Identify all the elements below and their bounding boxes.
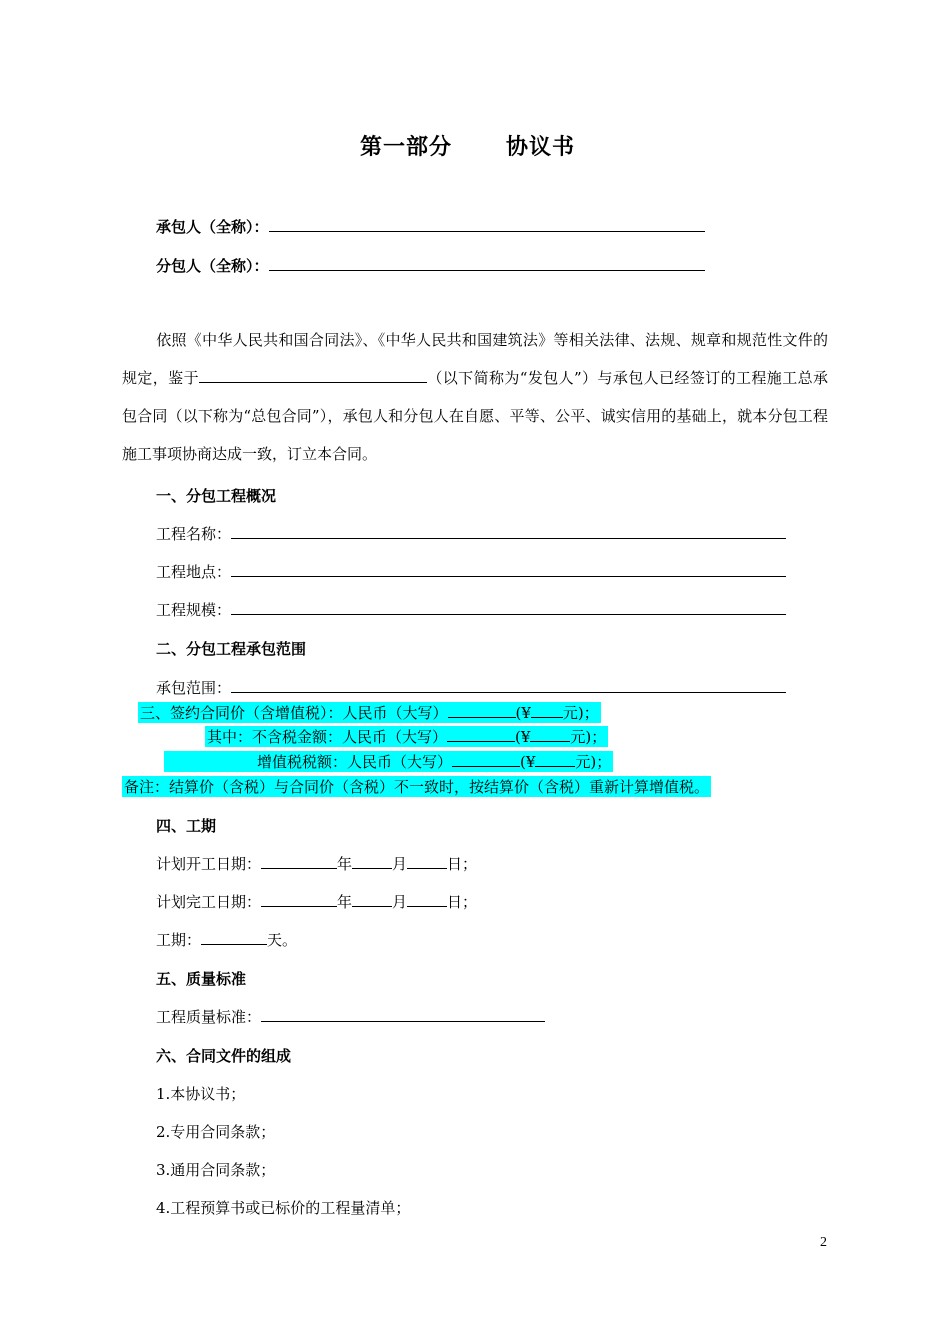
project-scale-line [156,599,786,620]
project-scale-label: 工程规模： [156,601,232,619]
pretax-unit: 元)； [570,728,607,746]
contract-price-words-field[interactable] [448,702,516,718]
project-name-label: 工程名称： [156,525,232,543]
contract-price-yen: (¥ [515,704,531,722]
project-scale-field[interactable] [231,599,786,615]
scope-line [156,677,786,698]
list-item: 3.通用合同条款； [156,1161,276,1179]
project-name-line [156,523,786,544]
intro-paragraph [122,321,828,473]
project-location-field[interactable] [231,561,786,577]
scope-label: 承包范围： [156,679,232,697]
contract-price-unit: 元)； [562,704,599,722]
quality-line [156,1006,545,1027]
duration-label: 工期： [156,931,202,949]
start-day-field[interactable] [407,853,447,869]
page-title [360,130,575,161]
start-year-field[interactable] [261,853,337,869]
contract-price-line [138,702,601,723]
section2-heading: 二、分包工程承包范围 [156,640,307,658]
quality-label: 工程质量标准： [156,1008,262,1026]
employer-field[interactable] [199,367,427,383]
list-item: 1.本协议书； [156,1085,246,1103]
end-date-label: 计划完工日期： [156,893,262,911]
project-location-line [156,561,786,582]
page-number: 2 [820,1235,827,1250]
vat-amount-field[interactable] [535,751,575,767]
vat-words-field[interactable] [452,751,520,767]
pretax-amount-field[interactable] [530,726,570,742]
start-month-unit: 月 [392,855,408,873]
end-day-unit: 日； [447,893,478,911]
title-name: 协议书 [506,135,576,160]
scope-field[interactable] [231,677,786,693]
end-year-field[interactable] [261,891,337,907]
intro-text-2: （以下简称为“发包人”）与承包人已经签订的工程施工总承包合同（以下称为“总包合同”），承包人和分包人在自愿、平等、公平、诚实信用的基础上，就本分包工程施工事项协商达成一致，订立本合同。 [122,369,828,463]
end-day-field[interactable] [407,891,447,907]
contractor-field[interactable] [269,216,705,232]
contract-price-label: 三、签约合同价（含增值税）：人民币（大写） [140,704,448,722]
end-date-line [156,891,477,912]
start-date-label: 计划开工日期： [156,855,262,873]
project-name-field[interactable] [231,523,786,539]
duration-field[interactable] [201,929,267,945]
section4-heading: 四、工期 [156,817,217,835]
quality-field[interactable] [261,1006,545,1022]
section1-heading: 一、分包工程概况 [156,487,277,505]
start-year-unit: 年 [337,855,353,873]
subcontractor-label: 分包人（全称）： [156,257,269,275]
vat-amount-line [164,751,613,772]
end-month-unit: 月 [392,893,408,911]
vat-yen: (¥ [520,753,536,771]
end-month-field[interactable] [352,891,392,907]
subcontractor-line [156,255,705,276]
intro-text-1: 依照《中华人民共和国合同法》、《中华人民共和国建筑法》等相关法律、法规、规章和规范性文件的规定，鉴于 [122,331,828,387]
pretax-words-field[interactable] [447,726,515,742]
list-item: 2.专用合同条款； [156,1123,276,1141]
end-year-unit: 年 [337,893,353,911]
list-item: 4.工程预算书或已标价的工程量清单； [156,1199,411,1217]
section6-heading: 六、合同文件的组成 [156,1047,292,1065]
vat-unit: 元)； [575,753,612,771]
start-month-field[interactable] [352,853,392,869]
pretax-yen: (¥ [515,728,531,746]
project-location-label: 工程地点： [156,563,232,581]
pretax-amount-label: 其中：不含税金额：人民币（大写） [207,728,448,746]
start-date-line [156,853,477,874]
pretax-amount-line [205,726,608,747]
contractor-line [156,216,705,237]
settlement-note: 备注：结算价（含税）与合同价（含税）不一致时，按结算价（含税）重新计算增值税。 [124,778,710,796]
subcontractor-field[interactable] [269,255,705,271]
start-day-unit: 日； [447,855,478,873]
title-part: 第一部分 [360,135,453,160]
contractor-label: 承包人（全称）： [156,218,269,236]
duration-line [156,929,297,950]
duration-unit: 天。 [267,931,298,949]
vat-amount-label: 增值税税额：人民币（大写） [257,753,453,771]
contract-price-amount-field[interactable] [531,702,563,718]
section5-heading: 五、质量标准 [156,970,247,988]
